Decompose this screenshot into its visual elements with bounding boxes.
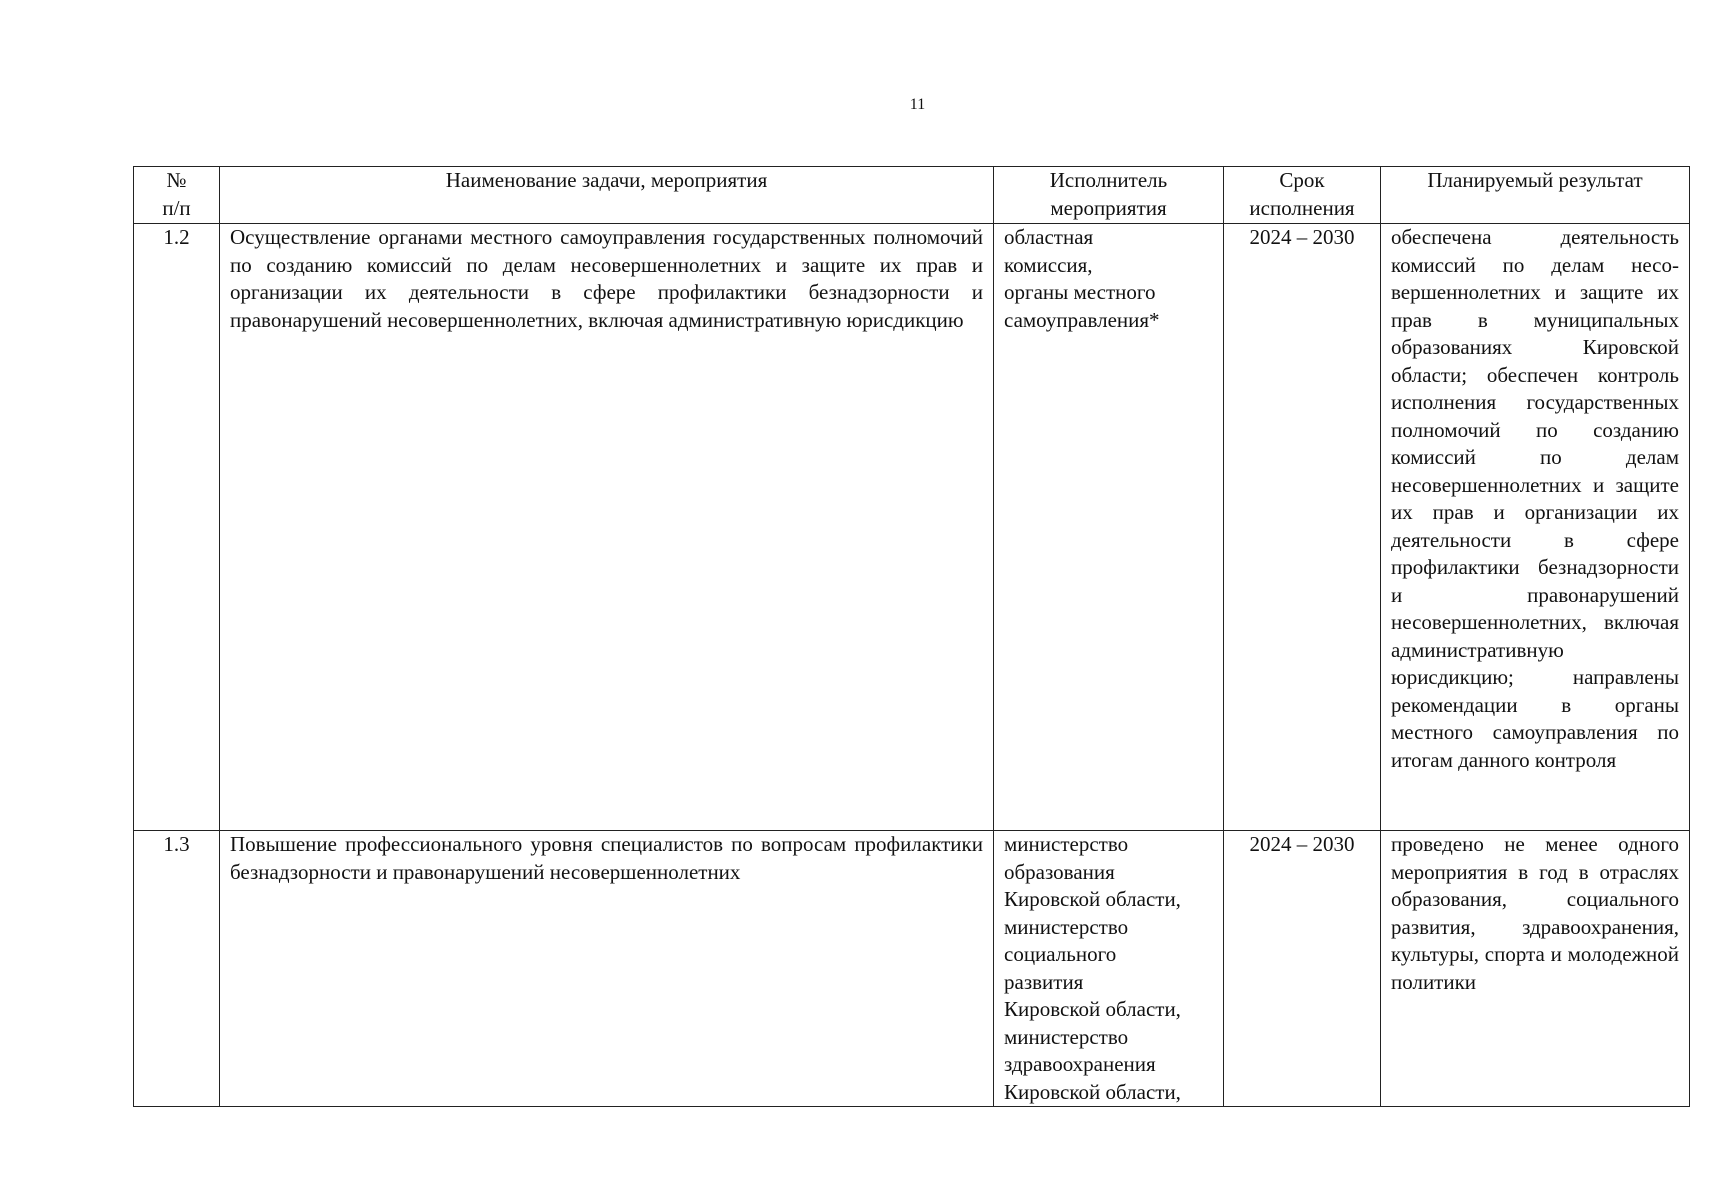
header-executor xyxy=(994,167,1224,224)
page-number: 11 xyxy=(909,96,926,113)
executor-line: комиссия, xyxy=(1004,252,1093,277)
executor-line: Кировской области, xyxy=(1004,1079,1181,1104)
executor-line: министерство xyxy=(1004,914,1129,939)
header-term-line-1: Срок xyxy=(1279,168,1325,192)
header-executor-line-1: Исполнитель xyxy=(1049,168,1168,192)
header-term xyxy=(1224,167,1381,224)
header-name: Наименование задачи, мероприятия xyxy=(220,167,994,224)
table-header-row xyxy=(134,167,1690,224)
header-result: Планируемый результат xyxy=(1381,167,1690,224)
executor-line: здравоохранения xyxy=(1004,1052,1156,1076)
row-num: 1.2 xyxy=(134,224,220,831)
executor-line: Кировской области, xyxy=(1004,997,1181,1021)
executor-line: министерство xyxy=(1004,832,1129,856)
row-result-text: обеспечена деятельность комиссий по делам несовершеннолетних и защите их прав в муниципальных образованиях Кировской области; обеспечен контроль исполнения государственных полномочий по созданию комиссий по делам несовершеннолетних и защите их прав и организации их деятельности в сфере профилактики безнадзорности и правонарушений несовершеннолетних, включая административную юрисдикцию; направлены рекомендации в органы местного самоуправления по итогам данного контроля xyxy=(1391,225,1679,772)
row-result xyxy=(1381,224,1690,831)
row-term: 2024 – 2030 xyxy=(1224,224,1381,831)
table-row xyxy=(134,831,1690,1107)
executor-line: развития xyxy=(1004,969,1084,994)
header-term-line-2: исполнения xyxy=(1249,195,1355,220)
row-result-text: проведено не менее одного мероприятия в год в отраслях образования, социального развития, здравоохранения, культуры, спорта и молодежной политики xyxy=(1391,832,1679,994)
plan-table xyxy=(133,166,1690,1107)
row-term: 2024 – 2030 xyxy=(1224,831,1381,1107)
executor-line: самоуправления* xyxy=(1004,307,1160,332)
header-num xyxy=(134,167,220,224)
table-row xyxy=(134,224,1690,831)
executor-line: областная xyxy=(1004,225,1094,249)
executor-line: министерство xyxy=(1004,1024,1129,1049)
row-executor xyxy=(994,224,1224,831)
row-executor xyxy=(994,831,1224,1107)
row-task-name: Осуществление органами местного самоуправления государственных полномочий по созданию комиссий по делам несовершеннолетних и защите их прав и организации их деятельности в сфере профилактики безнадзорности и правонарушений несовершеннолетних, включая административную юрисдикцию xyxy=(220,224,994,831)
executor-line: органы местного xyxy=(1004,280,1156,304)
header-num-line-1: № xyxy=(166,168,187,192)
row-result xyxy=(1381,831,1690,1107)
executor-line: образования xyxy=(1004,859,1115,884)
row-num: 1.3 xyxy=(134,831,220,1107)
executor-line: социального xyxy=(1004,942,1117,966)
row-task-name: Повышение профессионального уровня специалистов по вопросам профилактики безнадзорности и правонарушений несовершеннолетних xyxy=(220,831,994,1107)
header-executor-line-2: мероприятия xyxy=(1050,195,1167,220)
header-num-line-2: п/п xyxy=(162,195,191,220)
executor-line: Кировской области, xyxy=(1004,887,1181,911)
